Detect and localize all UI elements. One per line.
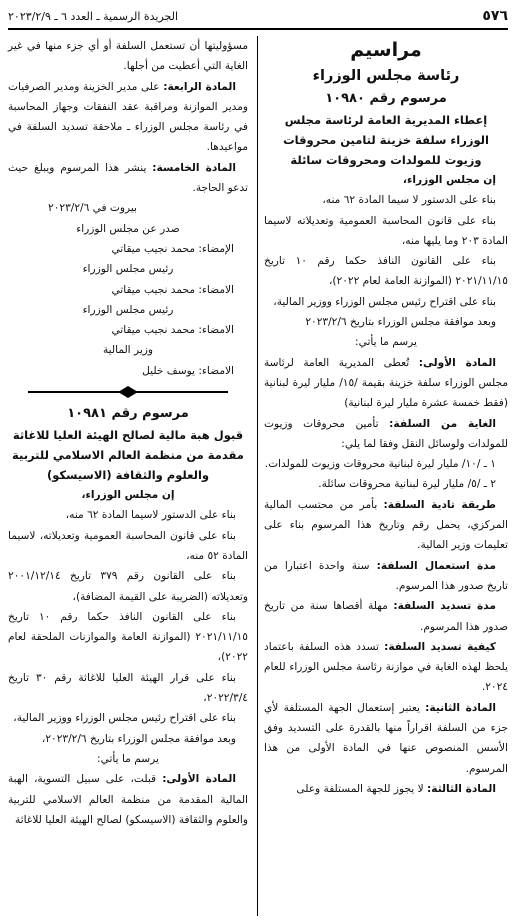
repay-period bbox=[264, 596, 508, 637]
decree-number: مرسوم رقم ١٠٩٨٠ bbox=[325, 91, 447, 106]
preamble-para: بناء على القانون رقم ٣٧٩ تاريخ ٢٠٠١/١٢/١٤ وتعديلاته (الضريبة على القيمة المضافة)، bbox=[8, 570, 248, 603]
article-text: ينشر هذا المرسوم ويبلغ حيث تدعو الحاجة. bbox=[8, 161, 248, 195]
preamble-para: بناء على اقتراح رئيس مجلس الوزراء ووزير المالية، bbox=[273, 295, 496, 308]
signature: الامضاء: محمد نجيب ميقاتي bbox=[111, 324, 234, 337]
preamble-para: بناء على القانون النافذ حكما رقم ١٠ تاريخ ٢٠٢١/١١/١٥ (الموازنة العامة لعام ٢٠٢٢)، bbox=[264, 255, 508, 288]
article-label: المادة الأولى: bbox=[162, 773, 236, 786]
continuation-text: مسؤوليتها أن تستعمل السلفة أو أي جزء منها في غير الغاية التي أعطيت من أجلها. bbox=[8, 40, 248, 73]
item-1: ١ ـ /١٠/ مليار ليرة لبنانية محروقات وزيوت للمولدات. bbox=[264, 458, 496, 471]
repay-method-label: كيفية تسديد السلفة: bbox=[384, 640, 496, 653]
preamble-para: وبعد موافقة مجلس الوزراء بتاريخ ٢٠٢٣/٢/٦ bbox=[305, 316, 496, 329]
decree-title: قبول هبة مالية لصالح الهيئة العليا للاغاثة مقدمة من منظمة العالم الاسلامي للتربية والعلوم والثقافة (الاسيسكو) bbox=[12, 428, 244, 483]
signatory-title: وزير المالية bbox=[102, 344, 154, 357]
decrees-line: يرسم ما يأتي: bbox=[355, 336, 417, 349]
signature: الامضاء: يوسف خليل bbox=[142, 364, 234, 377]
preamble-para: بناء على قانون المحاسبة العمومية وتعديلاته لاسيما المادة ٢٠٣ وما يليها منه، bbox=[264, 214, 508, 247]
signature: الامضاء: محمد نجيب ميقاتي bbox=[111, 283, 234, 296]
column-divider bbox=[257, 36, 258, 916]
article-2 bbox=[264, 698, 508, 779]
purpose-label: الغاية من السلفة: bbox=[389, 417, 496, 430]
right-column bbox=[264, 36, 508, 799]
issued-by: صدر عن مجلس الوزراء bbox=[76, 222, 180, 235]
purpose-text: تأمين محروقات وزيوت للمولدات ولوسائل النقل وفقا لما يلي: bbox=[264, 417, 508, 450]
decree-number: مرسوم رقم ١٠٩٨١ bbox=[67, 406, 189, 422]
article-5 bbox=[8, 158, 248, 199]
article-1 bbox=[8, 769, 248, 830]
article-text: لا يجوز للجهة المستلفة وعلى bbox=[296, 782, 424, 795]
use-text: سنة واحدة اعتبارا من تاريخ صدور هذا المرسوم. bbox=[264, 559, 508, 592]
article-4 bbox=[8, 77, 248, 158]
payment-label: طريقة تادية السلفة: bbox=[383, 498, 497, 511]
payment-text: بأمر من محتسب المالية المركزي، يحمل رقم وتاريخ هذا المرسوم بناء على تعليمات وزير المالية. bbox=[264, 498, 508, 552]
repay-method-text: تسدد هذه السلفة باعتماد يلحظ لهذه الغاية في موازنة رئاسة مجلس الوزراء للعام ٢٠٢٤. bbox=[264, 640, 508, 694]
signatory-title: رئيس مجلس الوزراء bbox=[82, 263, 174, 276]
article-text: قبلت، على سبيل التسوية، الهبة المالية المقدمة من منظمة العالم الاسلامي للتربية والعلوم والثقافة (الاسيسكو) لصالح الهيئة العليا للاغاثة bbox=[8, 773, 248, 826]
article-text: يعتبر إستعمال الجهة المستلفة لأي جزء من السلفة اقراراً منها بالقدرة على التسديد وفق الأسس المنصوص عنها في المادة الأولى من هذا المرسوم. bbox=[264, 701, 508, 775]
page-header bbox=[8, 8, 508, 30]
article-label: المادة الأولى: bbox=[418, 356, 496, 369]
payment-method bbox=[264, 495, 508, 556]
council-preamble: إن مجلس الوزراء، bbox=[81, 489, 175, 502]
decrees-line: يرسم ما يأتي: bbox=[97, 752, 159, 765]
article-3 bbox=[264, 779, 508, 799]
article-label: المادة الثالثة: bbox=[427, 782, 496, 795]
article-1 bbox=[264, 353, 508, 414]
preamble-para: بناء على الدستور لا سيما المادة ٦٢ منه، bbox=[322, 194, 496, 207]
article-label: المادة الثانية: bbox=[425, 701, 496, 714]
article-text: على مدير الخزينة ومدير الصرفيات ومدير الموازنة ومراقبة عقد النفقات وجهاز المحاسبة في رئاسة مجلس الوزراء ـ ملاحقة تسديد السلفة في مواعيدها. bbox=[8, 80, 248, 154]
preamble-para: بناء على الدستور لاسيما المادة ٦٢ منه، bbox=[65, 509, 236, 522]
preamble-para: وبعد موافقة مجلس الوزراء بتاريخ ٢٠٢٣/٢/٦، bbox=[41, 732, 236, 745]
article-text: تُعطى المديرية العامة لرئاسة مجلس الوزراء سلفة خزينة بقيمة /١٥/ مليار ليرة لبنانية (فقط خمسة عشرة مليار ليرة لبنانية) bbox=[264, 356, 508, 410]
preamble-para: بناء على القانون النافذ حكما رقم ١٠ تاريخ ٢٠٢١/١١/١٥ (الموازنة العامة والموازنات الملحقة لعام ٢٠٢٢)، bbox=[8, 610, 248, 664]
page-number: ٥٧٦ bbox=[482, 8, 508, 24]
preamble-para: بناء على اقتراح رئيس مجلس الوزراء ووزير المالية، bbox=[13, 712, 236, 725]
repay-label: مدة تسديد السلفة: bbox=[393, 600, 496, 613]
repay-method bbox=[264, 637, 508, 698]
signature: الإمضاء: محمد نجيب ميقاتي bbox=[111, 242, 234, 255]
council-preamble: إن مجلس الوزراء، bbox=[402, 174, 496, 186]
item-2: ٢ ـ /٥/ مليار ليرة لبنانية محروقات سائلة. bbox=[318, 478, 496, 491]
authority-heading: رئاسة مجلس الوزراء bbox=[312, 68, 460, 84]
article-label: المادة الرابعة: bbox=[163, 80, 236, 93]
use-label: مدة استعمال السلفة: bbox=[376, 559, 496, 572]
issue-date: بيروت في ٢٠٢٣/٢/٦ bbox=[48, 202, 137, 215]
section-divider-ornament bbox=[8, 385, 248, 399]
use-period bbox=[264, 556, 508, 597]
left-column bbox=[8, 36, 248, 830]
article-label: المادة الخامسة: bbox=[152, 161, 236, 174]
preamble-para: بناء على قانون المحاسبة العمومية وتعديلاته، لاسيما المادة ٥٢ منه، bbox=[8, 529, 248, 562]
repay-text: مهلة أقصاها سنة من تاريخ صدور هذا المرسوم. bbox=[264, 600, 508, 633]
purpose bbox=[264, 414, 508, 455]
signatory-title: رئيس مجلس الوزراء bbox=[82, 303, 174, 316]
decree-title: إعطاء المديرية العامة لرئاسة مجلس الوزراء سلفة خزينة لتامين محروقات وزيوت للمولدات ومحروقات سائلة bbox=[283, 113, 489, 167]
preamble-para: بناء على قرار الهيئة العليا للاغاثة رقم ٣٠ تاريخ ٢٠٢٢/٣/٤، bbox=[8, 671, 248, 705]
section-title: مراسيم bbox=[350, 39, 422, 61]
gazette-issue: الجريدة الرسمية ـ العدد ٦ ـ ٢٠٢٣/٢/٩ bbox=[8, 10, 179, 23]
